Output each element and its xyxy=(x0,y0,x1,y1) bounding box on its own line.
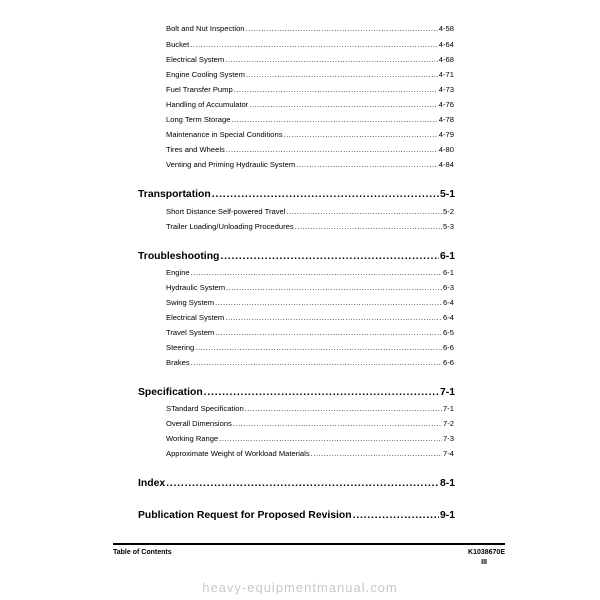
toc-entry-page: 6-5 xyxy=(443,328,454,337)
dot-leader xyxy=(215,298,442,308)
toc-entry-title: Venting and Priming Hydraulic System xyxy=(166,160,296,169)
dot-leader xyxy=(284,130,438,140)
toc-entry[interactable] xyxy=(166,313,454,323)
toc-entry-title: Approximate Weight of Workload Materials xyxy=(166,449,310,458)
dot-leader xyxy=(246,24,438,34)
toc-entry-title: Brakes xyxy=(166,358,190,367)
dot-leader xyxy=(246,70,438,80)
toc-entry-page: 6-4 xyxy=(443,298,454,307)
toc-entry-title: Tires and Wheels xyxy=(166,145,225,154)
toc-entry-title: Bolt and Nut Inspection xyxy=(166,24,245,33)
toc-entry-page: 4-76 xyxy=(438,100,454,109)
toc-entry-title: Steering xyxy=(166,343,195,352)
toc-entry-page: 4-79 xyxy=(438,130,454,139)
toc-entry-page: 6-3 xyxy=(443,283,454,292)
dot-leader xyxy=(245,404,442,414)
dot-leader xyxy=(311,449,442,459)
dot-leader xyxy=(286,207,442,217)
toc-section-page: 5-1 xyxy=(439,189,455,200)
toc-entry-title: Engine Cooling System xyxy=(166,70,245,79)
toc-entry-page: 4-68 xyxy=(438,55,454,64)
toc-entry[interactable] xyxy=(166,434,454,444)
dot-leader xyxy=(190,40,438,50)
toc-entry[interactable] xyxy=(166,160,454,170)
toc-section-transportation[interactable] xyxy=(138,188,455,202)
toc-entry[interactable] xyxy=(166,222,454,232)
toc-entry-page: 6-4 xyxy=(443,313,454,322)
footer-doc-number: K1038670E xyxy=(468,549,505,556)
toc-entry-title: Fuel Transfer Pump xyxy=(166,85,233,94)
dot-leader xyxy=(191,268,442,278)
toc-entry-title: Electrical System xyxy=(166,55,225,64)
toc-entry[interactable] xyxy=(166,449,454,459)
toc-entry-page: 7-4 xyxy=(443,449,454,458)
toc-entry-title: Short Distance Self-powered Travel xyxy=(166,207,286,216)
toc-entry[interactable] xyxy=(166,298,454,308)
toc-entry[interactable] xyxy=(166,130,454,140)
dot-leader xyxy=(212,188,439,202)
dot-leader xyxy=(231,115,437,125)
toc-entry-page: 6-6 xyxy=(443,358,454,367)
toc-entry-page: 6-1 xyxy=(443,268,454,277)
dot-leader xyxy=(225,55,438,65)
toc-entry-title: STandard Specification xyxy=(166,404,244,413)
toc-entry[interactable] xyxy=(166,358,454,368)
toc-entry-page: 4-64 xyxy=(438,40,454,49)
footer-section-label: Table of Contents xyxy=(113,549,172,556)
toc-entry-title: Long Term Storage xyxy=(166,115,231,124)
toc-section-index[interactable] xyxy=(138,477,455,491)
toc-entry[interactable] xyxy=(166,24,454,34)
toc-entry-page: 4-71 xyxy=(438,70,454,79)
toc-section-page: 7-1 xyxy=(439,387,455,398)
dot-leader xyxy=(295,222,442,232)
toc-entry-page: 7-3 xyxy=(443,434,454,443)
dot-leader xyxy=(226,145,438,155)
dot-leader xyxy=(249,100,437,110)
dot-leader xyxy=(220,250,439,264)
dot-leader xyxy=(234,85,438,95)
toc-entry[interactable] xyxy=(166,85,454,95)
toc-entry[interactable] xyxy=(166,268,454,278)
toc-section-title: Specification xyxy=(138,387,203,398)
toc-section-title: Index xyxy=(138,478,166,489)
footer-rule xyxy=(113,543,505,545)
dot-leader xyxy=(191,358,442,368)
toc-entry-title: Handling of Accumulator xyxy=(166,100,249,109)
toc-entry-title: Hydraulic System xyxy=(166,283,226,292)
toc-section-troubleshooting[interactable] xyxy=(138,250,455,264)
dot-leader xyxy=(195,343,442,353)
toc-entry-title: Maintenance in Special Conditions xyxy=(166,130,283,139)
toc-entry-page: 6-6 xyxy=(443,343,454,352)
toc-entry[interactable] xyxy=(166,100,454,110)
watermark: heavy-equipmentmanual.com xyxy=(202,580,398,595)
toc-entry-page: 4-58 xyxy=(438,24,454,33)
toc-entry[interactable] xyxy=(166,40,454,50)
toc-entry-page: 5-3 xyxy=(443,222,454,231)
toc-section-title: Transportation xyxy=(138,189,211,200)
toc-entry-title: Travel System xyxy=(166,328,215,337)
toc-entry-page: 7-1 xyxy=(443,404,454,413)
toc-entry[interactable] xyxy=(166,404,454,414)
dot-leader xyxy=(233,419,442,429)
toc-section-page: 6-1 xyxy=(439,251,455,262)
toc-entry[interactable] xyxy=(166,283,454,293)
dot-leader xyxy=(219,434,442,444)
toc-entry-title: Bucket xyxy=(166,40,190,49)
toc-section-publication-request[interactable] xyxy=(138,509,455,523)
toc-entry-title: Trailer Loading/Unloading Procedures xyxy=(166,222,294,231)
toc-entry-page: 4-78 xyxy=(438,115,454,124)
toc-entry-page: 4-80 xyxy=(438,145,454,154)
footer-page-number: III xyxy=(481,559,487,566)
toc-entry-title: Working Range xyxy=(166,434,219,443)
toc-entry-page: 5-2 xyxy=(443,207,454,216)
toc-section-page: 9-1 xyxy=(439,510,455,521)
toc-entry[interactable] xyxy=(166,115,454,125)
dot-leader xyxy=(204,386,439,400)
dot-leader xyxy=(296,160,438,170)
dot-leader xyxy=(225,313,442,323)
toc-entry[interactable] xyxy=(166,419,454,429)
toc-entry[interactable] xyxy=(166,145,454,155)
toc-entry-title: Electrical System xyxy=(166,313,225,322)
toc-section-page: 8-1 xyxy=(439,478,455,489)
dot-leader xyxy=(226,283,442,293)
toc-entry-title: Swing System xyxy=(166,298,215,307)
toc-section-specification[interactable] xyxy=(138,386,455,400)
dot-leader xyxy=(166,477,439,491)
toc-entry[interactable] xyxy=(166,55,454,65)
dot-leader xyxy=(215,328,442,338)
toc-entry[interactable] xyxy=(166,343,454,353)
toc-entry[interactable] xyxy=(166,207,454,217)
toc-entry[interactable] xyxy=(166,328,454,338)
toc-entry[interactable] xyxy=(166,70,454,80)
toc-section-title: Publication Request for Proposed Revision xyxy=(138,510,352,521)
toc-entry-title: Overall Dimensions xyxy=(166,419,232,428)
dot-leader xyxy=(353,509,439,523)
toc-entry-title: Engine xyxy=(166,268,190,277)
toc-section-title: Troubleshooting xyxy=(138,251,220,262)
toc-entry-page: 7-2 xyxy=(443,419,454,428)
toc-entry-page: 4-73 xyxy=(438,85,454,94)
toc-entry-page: 4-84 xyxy=(438,160,454,169)
